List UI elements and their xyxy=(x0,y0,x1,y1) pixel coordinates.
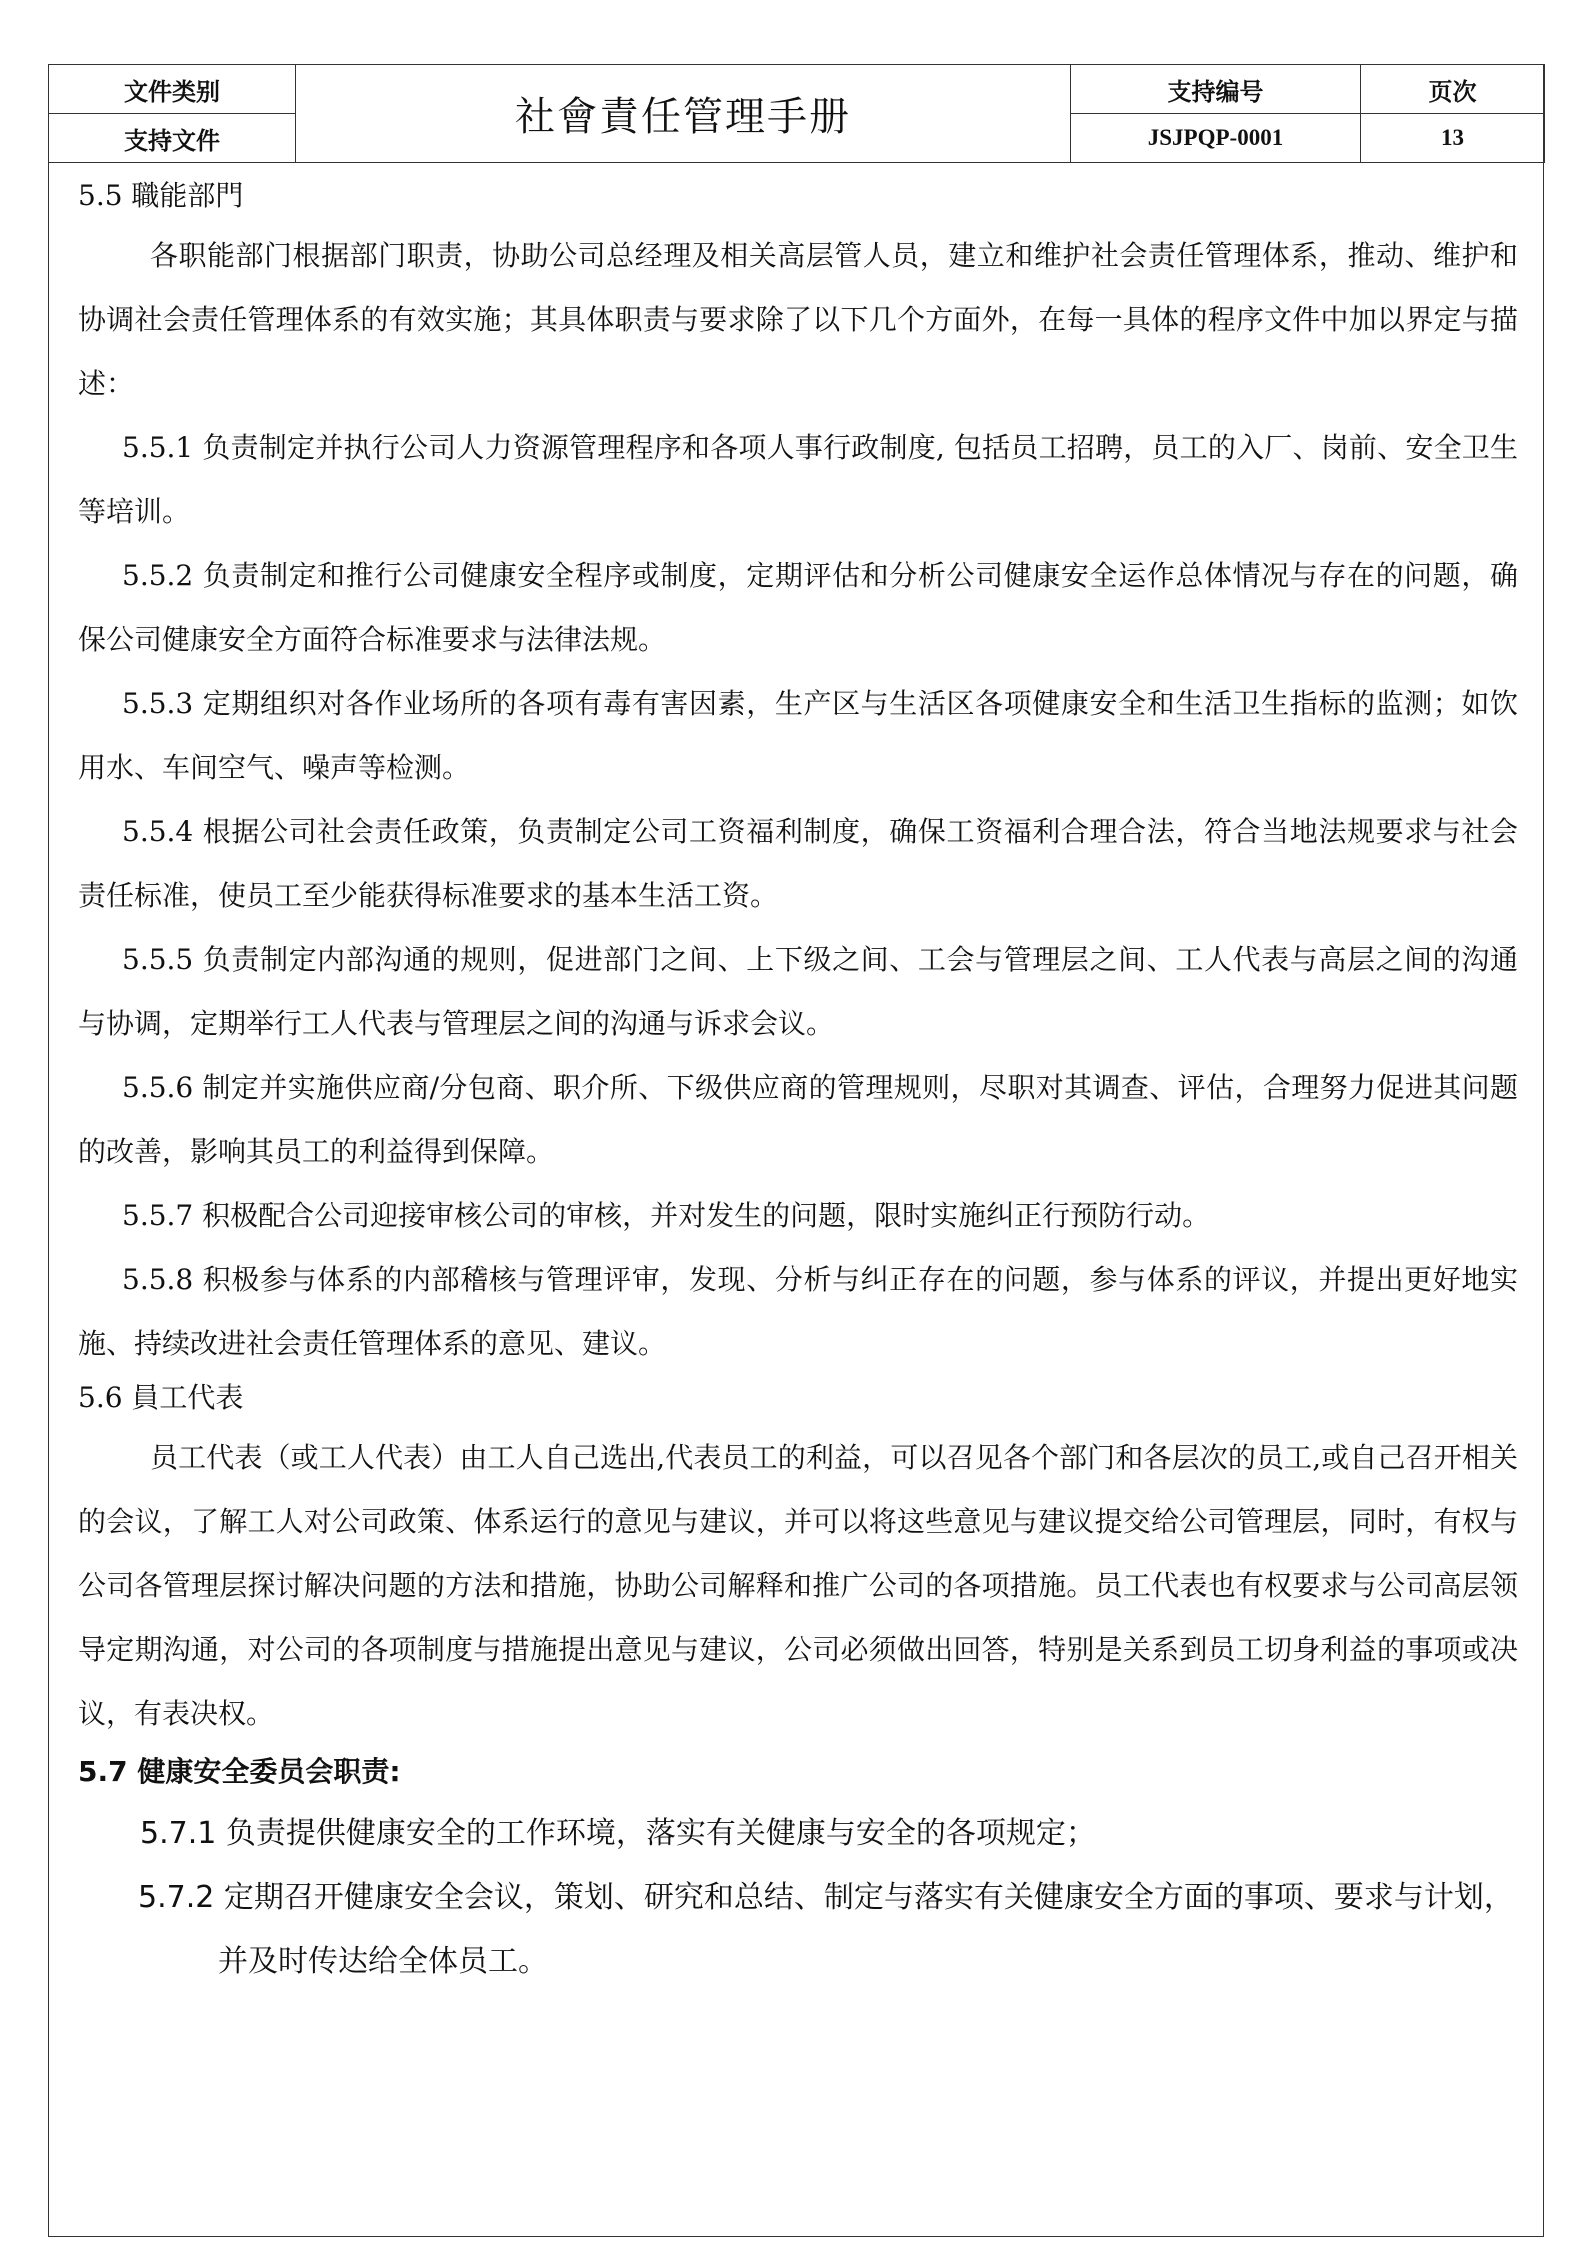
page-label: 页次 xyxy=(1361,65,1545,114)
section-5-6-body: 员工代表（或工人代表）由工人自己选出,代表员工的利益，可以召见各个部门和各层次的员工,或自己召开相关的会议，了解工人对公司政策、体系运行的意见与建议，并可以将这些意见与建议提交给公司管理层，同时，有权与公司各管理层探讨解决问题的方法和措施，协助公司解释和推广公司的各项措施。员工代表也有权要求与公司高层领导定期沟通，对公司的各项制度与措施提出意见与建议，公司必须做出回答，特别是关系到员工切身利益的事项或决议，有表决权。 xyxy=(78,1441,1518,1730)
section-heading-5-5: 5.5 職能部門 xyxy=(78,179,244,212)
clause-5-7-1: 5.7.1 负责提供健康安全的工作环境，落实有关健康与安全的各项规定； xyxy=(140,1816,1096,1851)
clause-5-5-3: 5.5.3 定期组织对各作业场所的各项有毒有害因素，生产区与生活区各项健康安全和生活卫生指标的监测；如饮用水、车间空气、噪声等检测。 xyxy=(78,687,1518,784)
clause-5-5-8: 5.5.8 积极参与体系的内部稽核与管理评审，发现、分析与纠正存在的问题，参与体系的评议，并提出更好地实施、持续改进社会责任管理体系的意见、建议。 xyxy=(78,1263,1518,1360)
doc-no-label: 支持编号 xyxy=(1071,65,1361,114)
clause-5-5-7: 5.5.7 积极配合公司迎接审核公司的审核，并对发生的问题，限时实施纠正行预防行动。 xyxy=(122,1199,1211,1232)
document-title: 社會責任管理手册 xyxy=(296,65,1071,163)
clause-5-5-4: 5.5.4 根据公司社会责任政策，负责制定公司工资福利制度，确保工资福利合理合法，符合当地法规要求与社会责任标准，使员工至少能获得标准要求的基本生活工资。 xyxy=(78,815,1518,912)
doc-no-value: JSJPQP-0001 xyxy=(1071,114,1361,163)
clause-5-5-2: 5.5.2 负责制定和推行公司健康安全程序或制度，定期评估和分析公司健康安全运作总体情况与存在的问题，确保公司健康安全方面符合标准要求与法律法规。 xyxy=(78,559,1518,656)
clause-5-7-2: 5.7.2 定期召开健康安全会议，策划、研究和总结、制定与落实有关健康安全方面的事项、要求与计划，并及时传达给全体员工。 xyxy=(138,1880,1514,1979)
section-5-5-intro: 各职能部门根据部门职责，协助公司总经理及相关高层管人员，建立和维护社会责任管理体系，推动、维护和协调社会责任管理体系的有效实施；其具体职责与要求除了以下几个方面外，在每一具体的程序文件中加以界定与描述： xyxy=(78,239,1518,400)
category-label: 文件类别 xyxy=(49,65,296,114)
category-value: 支持文件 xyxy=(49,114,296,163)
document-header-table xyxy=(48,64,1545,163)
section-heading-5-7: 5.7 健康安全委员会职责: xyxy=(78,1755,401,1788)
document-body xyxy=(78,174,1518,1994)
page-number: 13 xyxy=(1361,114,1545,163)
section-heading-5-6: 5.6 員工代表 xyxy=(78,1381,244,1414)
clause-5-5-1: 5.5.1 负责制定并执行公司人力资源管理程序和各项人事行政制度, 包括员工招聘，员工的入厂、岗前、安全卫生等培训。 xyxy=(78,431,1518,528)
clause-5-5-5: 5.5.5 负责制定内部沟通的规则，促进部门之间、上下级之间、工会与管理层之间、工人代表与高层之间的沟通与协调，定期举行工人代表与管理层之间的沟通与诉求会议。 xyxy=(78,943,1518,1040)
clause-5-5-6: 5.5.6 制定并实施供应商/分包商、职介所、下级供应商的管理规则，尽职对其调查、评估，合理努力促进其问题的改善，影响其员工的利益得到保障。 xyxy=(78,1071,1518,1168)
